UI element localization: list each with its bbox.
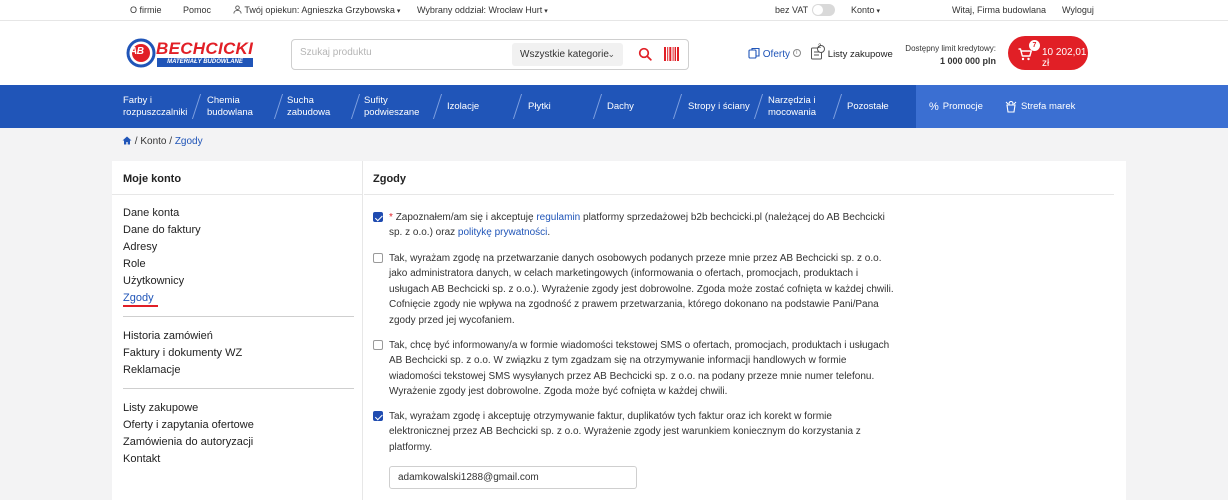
breadcrumb-separator: /: [169, 136, 173, 147]
divider: [123, 388, 354, 389]
consent-marketing-text: Tak, wyrażam zgodę na przetwarzanie danych osobowych podanych przeze mnie przez AB Bechcicki sp. z o.o. jako administratora danych, w celach marketingowych (informowania o ofertach, promocjach, produktach i usługach AB Bechcicki sp. z o.o.). Wyrażenie zgody jest dobrowolne. Zgoda może zostać cofnięta w każdej chwili. Cofnięcie zgody nie wpływa na zgodność z prawem przetwarzania, którego dokonano na podstawie Pani/Pana zgody przed jej wycofaniem.: [389, 253, 894, 326]
category-nav: [0, 85, 1228, 128]
help-link[interactable]: Pomoc: [183, 5, 212, 15]
account-sidebar: [112, 161, 363, 500]
consent-einvoice-text: Tak, wyrażam zgodę i akceptuję otrzymywanie faktur, duplikatów tych faktur oraz ich korekt w formie elektronicznej przez AB Bechcicki sp. z o.o. Wyrażenie zgody jest warunkiem koniecznym do korzystania z platformy.: [389, 411, 861, 453]
vat-label: bez VAT: [775, 5, 809, 15]
sidebar-item-zgody[interactable]: Zgody: [123, 292, 154, 304]
barcode-icon[interactable]: [664, 47, 679, 61]
logo-text: BECHCICKI: [156, 39, 254, 58]
nav-separator: [351, 94, 360, 119]
consent-sms-checkbox[interactable]: [373, 340, 383, 350]
nav-separator: [513, 94, 522, 119]
divider: [364, 194, 1114, 195]
nav-label: Pozostałe: [847, 100, 889, 112]
nav-label: podwieszane: [364, 106, 420, 118]
consent-text-part: platformy sprzedażowej b2b bechcicki.pl (należącej do AB Bechcicki sp. z o.o.) oraz: [389, 212, 885, 239]
account-panel: [112, 161, 1126, 500]
nav-item-strefa-marek[interactable]: [1005, 85, 1075, 128]
category-select[interactable]: [512, 43, 623, 66]
consent-marketing-checkbox[interactable]: [373, 253, 383, 263]
search-icon[interactable]: [638, 47, 652, 61]
offers-label: Oferty: [762, 49, 791, 60]
sidebar-item-faktury[interactable]: Faktury i dokumenty WZ: [123, 347, 243, 359]
nav-label: Narzędzia i: [768, 94, 816, 106]
nav-separator: [754, 94, 763, 119]
cart-amount: 10 202,01 zł: [1042, 47, 1087, 69]
terms-link[interactable]: regulamin: [536, 212, 581, 223]
nav-item-sucha-zabudowa[interactable]: [287, 85, 330, 128]
nav-separator: [433, 94, 442, 119]
logo-badge: AB: [130, 46, 144, 57]
shopping-lists-label: Listy zakupowe: [827, 49, 893, 60]
about-link[interactable]: O firmie: [130, 5, 162, 15]
info-icon: i: [793, 49, 801, 57]
nav-item-promocje[interactable]: [929, 85, 983, 128]
top-bar: [0, 0, 1228, 21]
nav-separator: [274, 94, 283, 119]
nav-label: Stropy i ściany: [688, 100, 750, 112]
offers-link[interactable]: [748, 47, 801, 60]
breadcrumb-separator: /: [134, 136, 138, 147]
credit-limit-value: 1 000 000 pln: [939, 56, 996, 66]
consent-terms-text: [389, 210, 894, 241]
nav-label: Izolacje: [447, 100, 480, 112]
nav-separator: [593, 94, 602, 119]
advisor-label: Twój opiekun: Agnieszka Grzybowska: [244, 5, 395, 15]
nav-label: mocowania: [768, 106, 817, 118]
offers-icon: [748, 47, 760, 59]
user-icon: [233, 5, 242, 14]
sidebar-item-historia-zamowien[interactable]: Historia zamówień: [123, 330, 213, 342]
sidebar-item-adresy[interactable]: Adresy: [123, 241, 158, 253]
nav-item-izolacje[interactable]: [447, 85, 479, 128]
brands-icon: [1005, 101, 1017, 113]
caret-down-icon: ▾: [396, 8, 401, 15]
sidebar-item-oferty[interactable]: Oferty i zapytania ofertowe: [123, 419, 254, 431]
nav-separator: [673, 94, 682, 119]
consent-text-part: Zapoznałem/am się i akceptuję: [395, 212, 537, 223]
branch-dropdown[interactable]: [417, 5, 548, 15]
percent-icon: %: [929, 100, 939, 113]
nav-label: Chemia: [207, 94, 240, 106]
sidebar-item-role[interactable]: Role: [123, 258, 146, 270]
consent-einvoice-checkbox[interactable]: [373, 411, 383, 421]
shopping-lists-link[interactable]: [811, 45, 893, 60]
privacy-policy-link[interactable]: politykę prywatności: [457, 227, 548, 239]
nav-item-dachy[interactable]: [607, 85, 634, 128]
nav-separator: [833, 94, 842, 119]
vat-toggle[interactable]: [812, 4, 835, 16]
header: [0, 21, 1228, 85]
sidebar-item-reklamacje[interactable]: Reklamacje: [123, 364, 181, 376]
logout-link[interactable]: Wyloguj: [1062, 5, 1094, 15]
required-marker: *: [389, 212, 393, 223]
nav-label: zabudowa: [287, 106, 331, 118]
divider: [112, 194, 363, 195]
search-input[interactable]: [300, 47, 500, 58]
breadcrumb-account[interactable]: Konto: [140, 136, 167, 147]
breadcrumb: [122, 136, 203, 147]
nav-item-sufity[interactable]: [364, 85, 419, 128]
chevron-down-icon: ⌄: [607, 49, 615, 59]
sidebar-item-dane-do-faktury[interactable]: Dane do faktury: [123, 224, 201, 236]
credit-limit-label: Dostępny limit kredytowy:: [905, 44, 996, 53]
account-dropdown[interactable]: [851, 5, 880, 15]
logo-subtext: MATERIAŁY BUDOWLANE: [157, 58, 253, 67]
sidebar-item-zamowienia-do-autoryzacji[interactable]: Zamówienia do autoryzacji: [123, 436, 254, 448]
consent-text-part: .: [547, 227, 551, 239]
sidebar-item-listy-zakupowe[interactable]: Listy zakupowe: [123, 402, 199, 414]
nav-label: Sucha: [287, 94, 314, 106]
account-label: Konto: [851, 5, 875, 15]
nav-label: Promocje: [942, 100, 983, 112]
category-select-label: Wszystkie kategorie: [520, 49, 609, 60]
nav-label: rozpuszczalniki: [123, 106, 188, 118]
sidebar-title: Moje konto: [123, 173, 182, 185]
nav-item-narzedzia[interactable]: [768, 85, 816, 128]
nav-item-stropy[interactable]: [688, 85, 750, 128]
consent-sms-text: Tak, chcę być informowany/a w formie wiadomości tekstowej SMS o ofertach, promocjach, produktach i usługach AB Bechcicki sp. z o.o. W związku z tym zgadzam się na otrzymywanie informacji handlowych w formie wiadomości tekstowej SMS wysyłanych przez AB Bechcicki sp. z o.o. na podany przeze mnie numer telefonu. Wyrażenie zgody jest dobrowolne. Zgoda może być cofnięta w każdej chwili.: [389, 340, 890, 398]
logo[interactable]: [126, 38, 254, 68]
breadcrumb-current: Zgody: [174, 136, 203, 147]
nav-label: Dachy: [607, 100, 634, 112]
lists-count: 2: [818, 44, 822, 50]
caret-down-icon: ▾: [876, 8, 881, 15]
branch-label: Wybrany oddział: Wrocław Hurt: [417, 5, 543, 15]
page-title: Zgody: [373, 173, 406, 185]
cart-button[interactable]: [1008, 36, 1088, 70]
credit-limit: [896, 42, 996, 68]
divider: [123, 316, 354, 317]
consent-terms-checkbox[interactable]: [373, 212, 383, 222]
nav-item-pozostale[interactable]: [847, 85, 889, 128]
home-icon[interactable]: [122, 136, 132, 145]
caret-down-icon: ▾: [544, 8, 548, 15]
nav-label: Płytki: [528, 100, 551, 112]
nav-label: budowlana: [207, 106, 253, 118]
welcome-text: Witaj, Firma budowlana: [952, 5, 1047, 15]
nav-item-farby[interactable]: [123, 85, 187, 128]
nav-label: Farby i: [123, 94, 153, 106]
cart-icon: [1018, 48, 1032, 61]
nav-label: Sufity: [364, 94, 388, 106]
nav-separator: [192, 94, 201, 119]
advisor-dropdown[interactable]: [233, 5, 400, 15]
nav-item-plytki[interactable]: [528, 85, 551, 128]
sidebar-item-dane-konta[interactable]: Dane konta: [123, 207, 180, 219]
cart-count-badge: 7: [1029, 40, 1040, 51]
sidebar-item-kontakt[interactable]: Kontakt: [123, 453, 161, 465]
sidebar-item-uzytkownicy[interactable]: Użytkownicy: [123, 275, 185, 287]
nav-item-chemia[interactable]: [207, 85, 253, 128]
nav-label: Strefa marek: [1021, 100, 1076, 112]
einvoice-email-field[interactable]: adamkowalski1288@gmail.com: [389, 466, 637, 489]
search-box: [291, 39, 689, 70]
